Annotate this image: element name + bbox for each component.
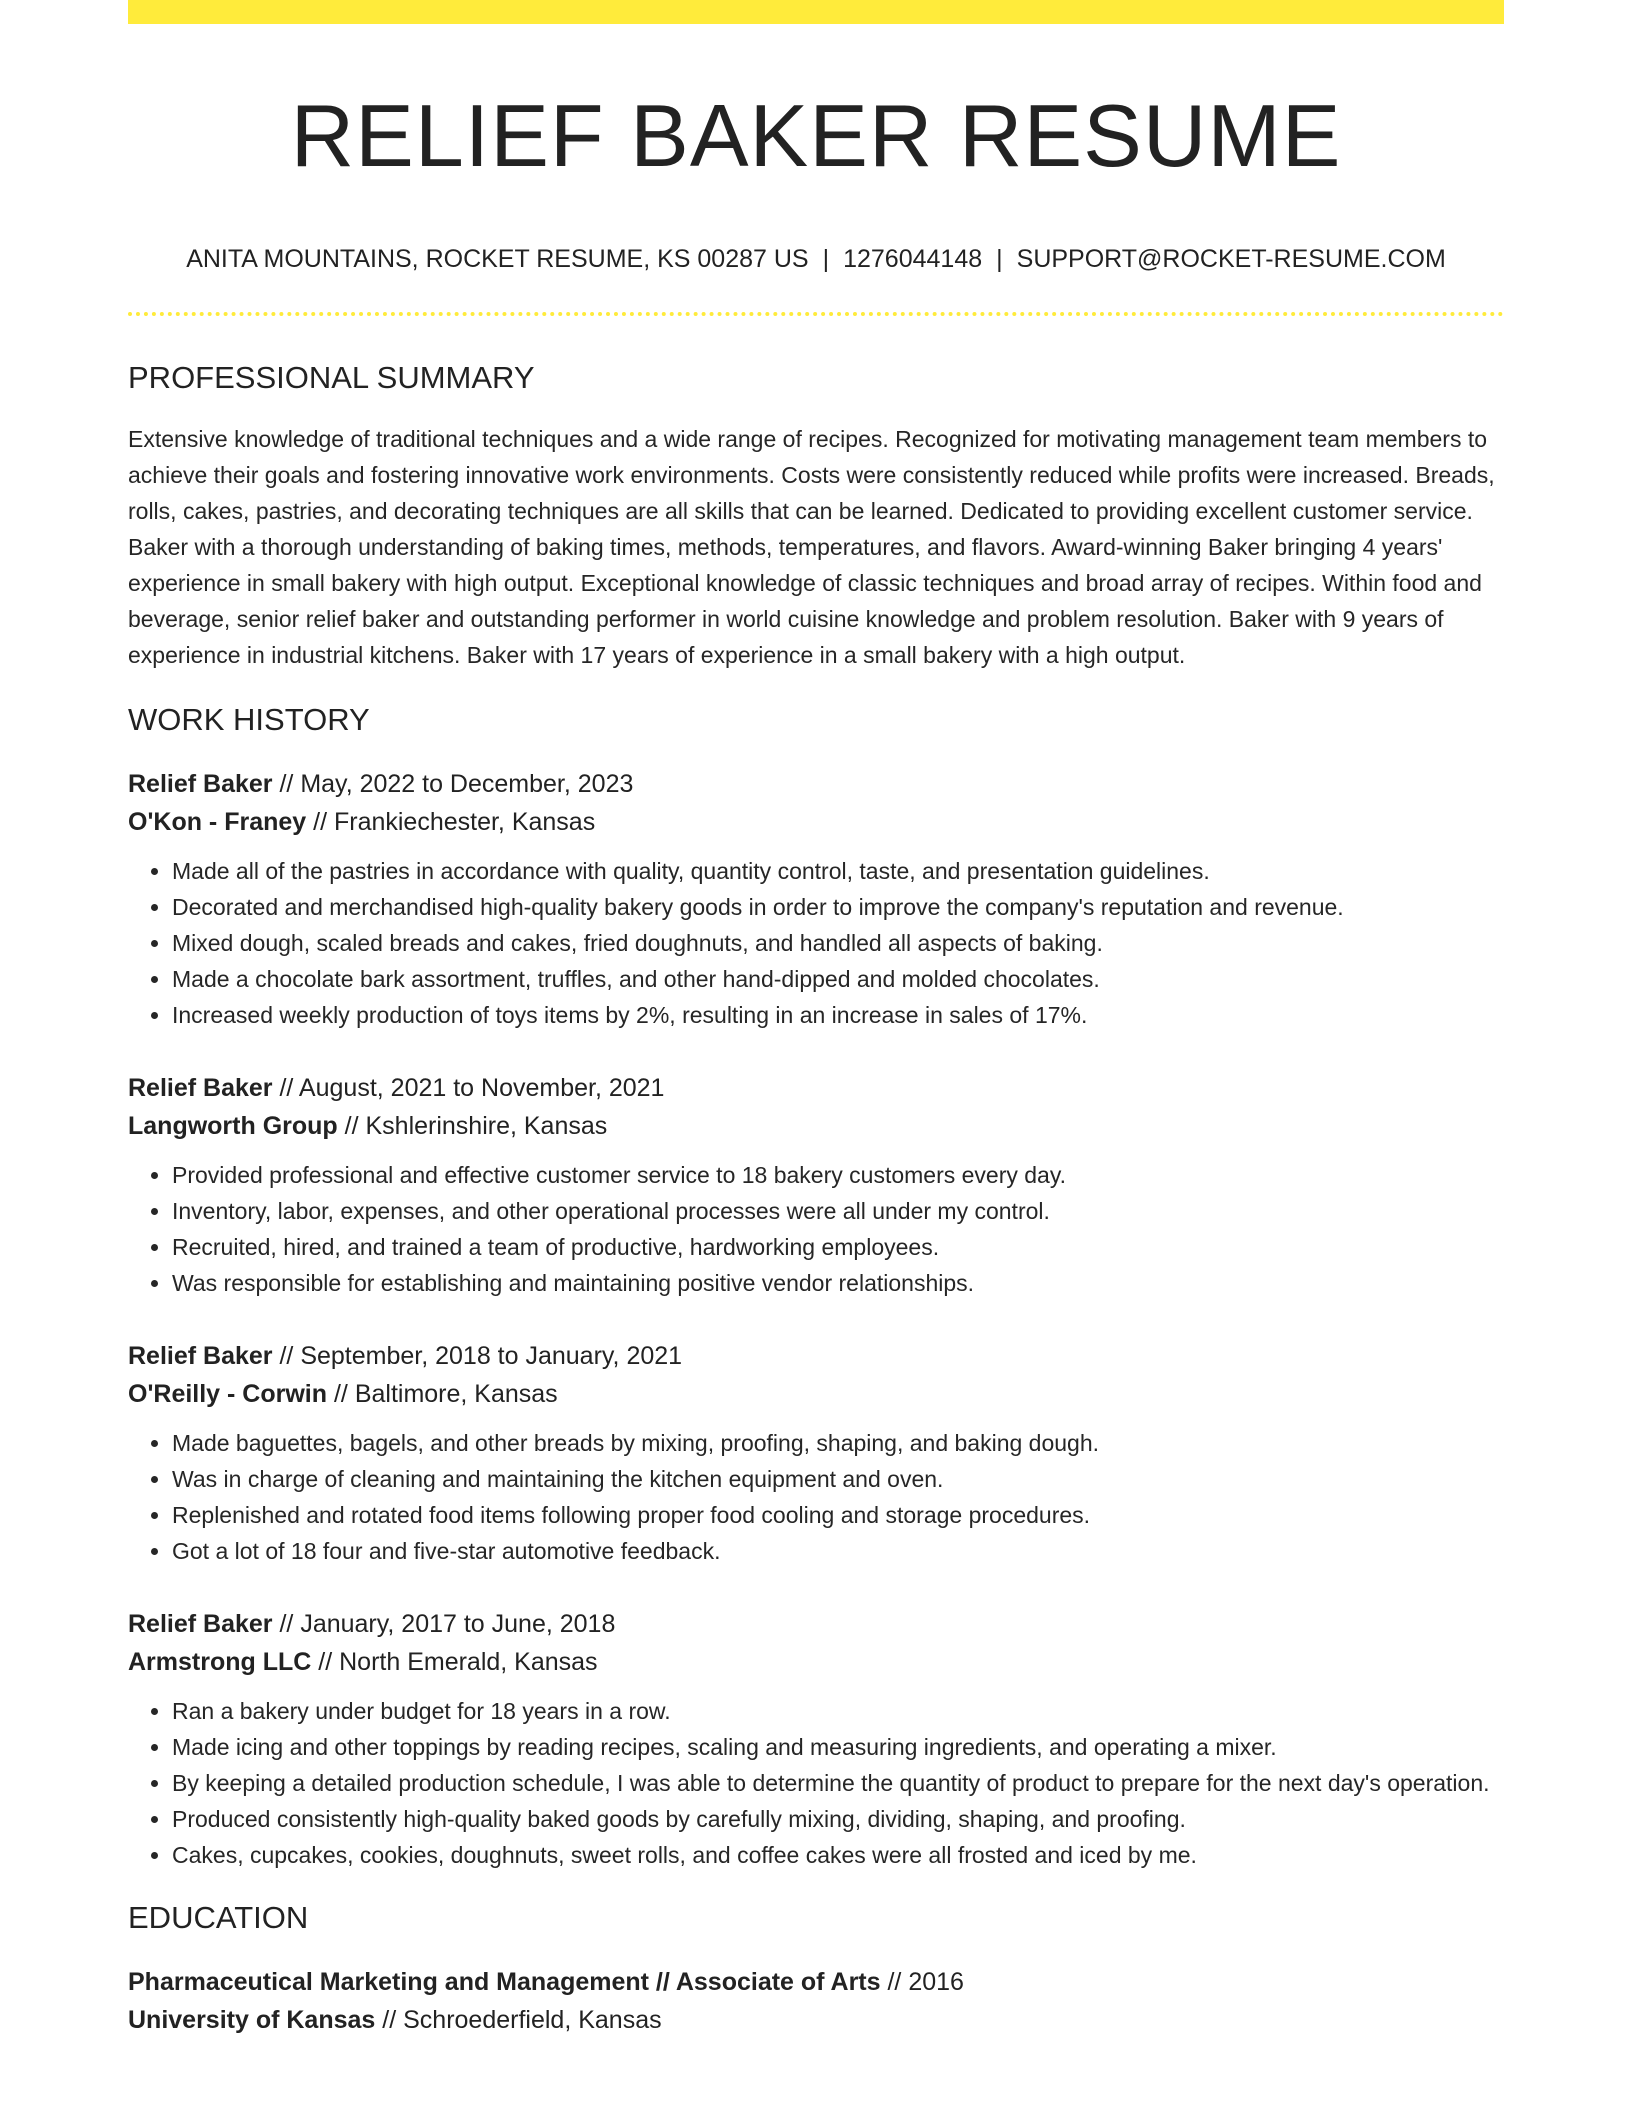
job-company-line xyxy=(128,803,1504,841)
summary-heading: PROFESSIONAL SUMMARY xyxy=(128,360,535,395)
job-company: O'Reilly - Corwin xyxy=(128,1380,328,1408)
job-entry xyxy=(128,1337,1504,1569)
job-title: Relief Baker xyxy=(128,1342,273,1370)
job-bullet: • Got a lot of 18 four and five-star automotive feedback. xyxy=(172,1533,1504,1569)
work-history-heading: WORK HISTORY xyxy=(128,702,370,737)
job-company: Langworth Group xyxy=(128,1112,338,1140)
job-bullets xyxy=(128,1157,1504,1301)
job-bullet: • Made icing and other toppings by reading recipes, scaling and measuring ingredients, and operating a mixer. xyxy=(172,1729,1504,1765)
job-title-line xyxy=(128,765,1504,803)
job-bullets xyxy=(128,853,1504,1033)
job-title-line xyxy=(128,1337,1504,1375)
resume-title: RELIEF BAKER RESUME xyxy=(290,86,1342,185)
dotted-divider xyxy=(128,312,1504,316)
job-bullet: • Provided professional and effective customer service to 18 bakery customers every day. xyxy=(172,1157,1504,1193)
contact-address: ANITA MOUNTAINS, ROCKET RESUME, KS 00287 US xyxy=(186,245,809,273)
job-location: // North Emerald, Kansas xyxy=(311,1648,598,1676)
job-bullet: • Inventory, labor, expenses, and other operational processes were all under my control. xyxy=(172,1193,1504,1229)
job-bullet: • Replenished and rotated food items following proper food cooling and storage procedures. xyxy=(172,1497,1504,1533)
job-location: // Kshlerinshire, Kansas xyxy=(337,1112,608,1140)
job-bullet: • Produced consistently high-quality baked goods by carefully mixing, dividing, shaping, and proofing. xyxy=(172,1801,1504,1837)
job-bullet: • Made all of the pastries in accordance with quality, quantity control, taste, and presentation guidelines. xyxy=(172,853,1504,889)
job-title: Relief Baker xyxy=(128,1074,273,1102)
job-dates: // May, 2022 to December, 2023 xyxy=(272,770,634,798)
school-line xyxy=(128,2001,1504,2039)
job-entry xyxy=(128,1605,1504,1873)
resume-page xyxy=(128,0,1504,2039)
contact-phone: 1276044148 xyxy=(843,245,983,273)
job-company: O'Kon - Franey xyxy=(128,808,307,836)
school-location: // Schroederfield, Kansas xyxy=(375,2006,662,2034)
job-dates: // August, 2021 to November, 2021 xyxy=(272,1074,665,1102)
education-entry xyxy=(128,1963,1504,2039)
job-title: Relief Baker xyxy=(128,770,273,798)
degree-line xyxy=(128,1963,1504,2001)
summary-text: Extensive knowledge of traditional techniques and a wide range of recipes. Recognized for motivating management team members to achieve their goals and fostering innovative work environments. Costs were consistently reduced while profits were increased. Breads, rolls, cakes, pastries, and decorating techniques are all skills that can be learned. Dedicated to providing excellent customer service. Baker with a thorough understanding of baking times, methods, temperatures, and flavors. Award-winning Baker bringing 4 years' experience in small bakery with high output. Exceptional knowledge of classic techniques and broad array of recipes. Within food and beverage, senior relief baker and outstanding performer in world cuisine knowledge and problem resolution. Baker with 9 years of experience in industrial kitchens. Baker with 17 years of experience in a small bakery with a high output. xyxy=(128,426,1495,668)
job-bullet: • Cakes, cupcakes, cookies, doughnuts, sweet rolls, and coffee cakes were all frosted and iced by me. xyxy=(172,1837,1504,1873)
job-bullets xyxy=(128,1693,1504,1873)
job-title: Relief Baker xyxy=(128,1610,273,1638)
job-bullet: • Was in charge of cleaning and maintaining the kitchen equipment and oven. xyxy=(172,1461,1504,1497)
job-title-line xyxy=(128,1605,1504,1643)
job-company-line xyxy=(128,1107,1504,1145)
job-bullet: • Decorated and merchandised high-quality bakery goods in order to improve the company's reputation and revenue. xyxy=(172,889,1504,925)
job-location: // Frankiechester, Kansas xyxy=(306,808,596,836)
job-entry xyxy=(128,1069,1504,1301)
job-bullet: • Ran a bakery under budget for 18 years in a row. xyxy=(172,1693,1504,1729)
job-dates: // September, 2018 to January, 2021 xyxy=(272,1342,683,1370)
job-bullet: • Increased weekly production of toys items by 2%, resulting in an increase in sales of 17%. xyxy=(172,997,1504,1033)
contact-email: SUPPORT@ROCKET-RESUME.COM xyxy=(1016,245,1446,273)
contact-separator: | xyxy=(996,245,1003,273)
contact-line xyxy=(128,244,1504,274)
education-heading: EDUCATION xyxy=(128,1900,309,1935)
job-company: Armstrong LLC xyxy=(128,1648,312,1676)
job-bullet: • By keeping a detailed production schedule, I was able to determine the quantity of product to prepare for the next day's operation. xyxy=(172,1765,1504,1801)
job-company-line xyxy=(128,1643,1504,1681)
contact-separator: | xyxy=(822,245,830,273)
job-bullet: • Recruited, hired, and trained a team of productive, hardworking employees. xyxy=(172,1229,1504,1265)
job-bullet: • Made baguettes, bagels, and other breads by mixing, proofing, shaping, and baking dough. xyxy=(172,1425,1504,1461)
degree: Pharmaceutical Marketing and Management // Associate of Arts xyxy=(128,1968,881,1996)
degree-year: // 2016 xyxy=(880,1968,964,1996)
job-entry xyxy=(128,765,1504,1033)
job-bullets xyxy=(128,1425,1504,1569)
job-title-line xyxy=(128,1069,1504,1107)
job-company-line xyxy=(128,1375,1504,1413)
job-bullet: • Mixed dough, scaled breads and cakes, fried doughnuts, and handled all aspects of baking. xyxy=(172,925,1504,961)
job-location: // Baltimore, Kansas xyxy=(327,1380,558,1408)
school: University of Kansas xyxy=(128,2006,376,2034)
job-bullet: • Made a chocolate bark assortment, truffles, and other hand-dipped and molded chocolates. xyxy=(172,961,1504,997)
job-dates: // January, 2017 to June, 2018 xyxy=(272,1610,616,1638)
accent-top-bar xyxy=(128,0,1504,24)
job-bullet: • Was responsible for establishing and maintaining positive vendor relationships. xyxy=(172,1265,1504,1301)
